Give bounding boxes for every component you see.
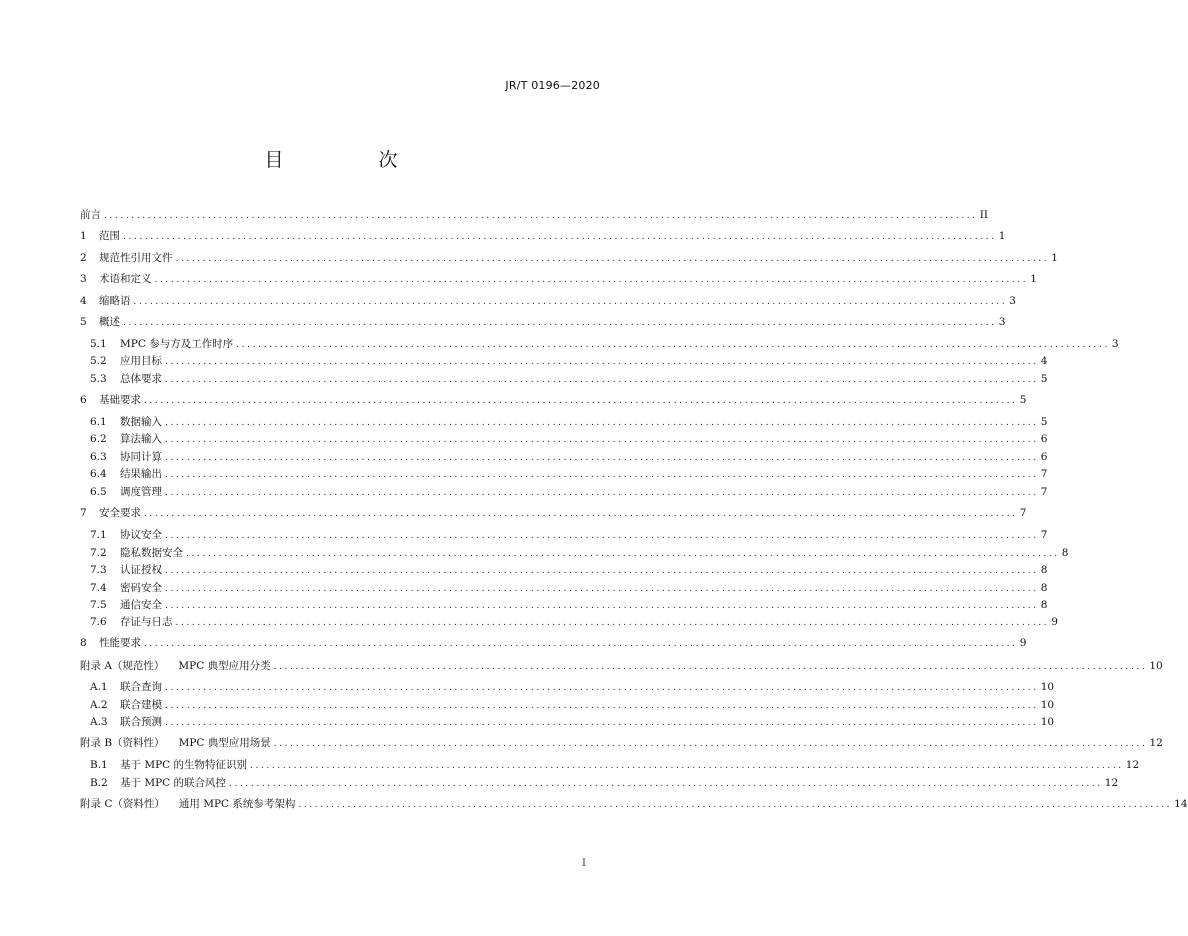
toc-entry-number: 6	[80, 394, 87, 406]
toc-leader-dots: ................................................................................................................................................................	[236, 340, 1110, 350]
page-number: I	[582, 858, 586, 869]
toc-entry-title-main: 缩略语	[99, 295, 131, 307]
toc-entry-title	[120, 431, 162, 447]
toc-entry-title-main: 性能要求	[99, 637, 141, 649]
toc-entry-number: B.2	[90, 777, 108, 789]
toc-subentry	[90, 697, 1055, 713]
toc-entry	[80, 735, 1163, 751]
toc-entry-number: 3	[80, 273, 87, 285]
toc-entry-title-main: 术语和定义	[99, 273, 152, 285]
toc-entry-title	[120, 545, 183, 561]
toc-entry-title-main: 数据输入	[120, 416, 162, 428]
toc-entry-title	[99, 250, 173, 266]
toc-leader-dots: ................................................................................................................................................................	[229, 779, 1103, 789]
toc-subentry	[90, 484, 1048, 500]
toc-entry-title-main: 附录 A（规范性）	[80, 660, 165, 672]
toc-entry-number: 5.3	[90, 373, 107, 385]
toc-leader-dots: ................................................................................................................................................................	[298, 800, 1173, 810]
toc-page-number: 12	[1149, 737, 1163, 749]
toc-entry-title-main: MPC 参与方及工作时序	[120, 338, 234, 350]
toc-page-number: 4	[1040, 355, 1048, 367]
toc-entry-title-main: 前言	[80, 209, 101, 221]
toc-entry-title	[120, 580, 162, 596]
toc-entry-number: A.1	[90, 681, 108, 693]
toc-entry-number: 6.3	[90, 451, 107, 463]
toc-leader-dots: ................................................................................................................................................................	[165, 683, 1039, 693]
document-code: JR/T 0196—2020	[505, 79, 600, 92]
toc-entry-title	[80, 207, 101, 223]
toc-page-number: 7	[1040, 486, 1048, 498]
toc-entry-title-main: 应用目标	[120, 355, 162, 367]
toc-leader-dots: ................................................................................................................................................................	[273, 739, 1148, 749]
toc-entry-title-main: 安全要求	[99, 507, 141, 519]
toc-subentry	[90, 714, 1055, 730]
toc-entry-title-main: 调度管理	[120, 486, 162, 498]
toc-page-number: 12	[1125, 759, 1140, 771]
toc-leader-dots: ................................................................................................................................................................	[144, 639, 1018, 649]
toc-entry-title	[120, 697, 162, 713]
toc-page-number: 6	[1040, 451, 1048, 463]
toc-entry-title	[120, 466, 162, 482]
toc-entry-number: B.1	[90, 759, 108, 771]
toc-page-number: 5	[1019, 394, 1027, 406]
toc-page-number: 10	[1040, 699, 1055, 711]
toc-leader-dots: ................................................................................................................................................................	[123, 232, 997, 242]
toc-page-number: 10	[1040, 716, 1055, 728]
toc-entry-title	[120, 775, 226, 791]
toc-entry-title-sub: 通用 MPC 系统参考架构	[178, 798, 296, 810]
toc-entry-title	[120, 714, 162, 730]
toc-entry-title-main: 联合建模	[120, 699, 162, 711]
toc-entry-number: 7.1	[90, 529, 107, 541]
toc-entry-title-sub: MPC 典型应用场景	[178, 737, 271, 749]
toc-page-number: 6	[1040, 433, 1048, 445]
toc-entry	[80, 207, 989, 223]
toc-entry-title-main: 算法输入	[120, 433, 162, 445]
toc-page-number: II	[979, 209, 989, 221]
toc-subentry	[90, 562, 1048, 578]
toc-leader-dots: ................................................................................................................................................................	[165, 584, 1039, 594]
toc-page-number: 8	[1040, 582, 1048, 594]
toc-entry-title-main: 密码安全	[120, 582, 162, 594]
toc-entry-number: 4	[80, 295, 87, 307]
toc-page-number: 5	[1040, 416, 1048, 428]
toc-page-number: 8	[1061, 547, 1069, 559]
toc-leader-dots: ................................................................................................................................................................	[144, 509, 1018, 519]
toc-leader-dots: ................................................................................................................................................................	[165, 718, 1039, 728]
toc-leader-dots: ................................................................................................................................................................	[165, 453, 1039, 463]
toc-entry	[80, 392, 1027, 408]
toc-page-number: 7	[1040, 468, 1048, 480]
toc-subentry	[90, 545, 1069, 561]
toc-entry-title	[120, 614, 173, 630]
toc-page-number: 9	[1051, 616, 1058, 628]
toc-entry-number: 7.6	[90, 616, 107, 628]
toc-entry-title	[120, 597, 162, 613]
toc-page-number: 8	[1040, 599, 1048, 611]
toc-page-number: 9	[1019, 637, 1027, 649]
toc-entry-number: 6.4	[90, 468, 107, 480]
toc-subentry	[90, 466, 1048, 482]
toc-subentry	[90, 336, 1119, 352]
toc-entry-number: 6.5	[90, 486, 107, 498]
toc-leader-dots: ................................................................................................................................................................	[165, 357, 1039, 367]
toc-subentry	[90, 414, 1048, 430]
toc-leader-dots: ................................................................................................................................................................	[165, 375, 1039, 385]
toc-page-number: 1	[998, 230, 1006, 242]
toc-entry-title	[99, 505, 141, 521]
toc-subentry	[90, 449, 1048, 465]
toc-entry-number: 6.2	[90, 433, 107, 445]
toc-entry-number: 5.1	[90, 338, 107, 350]
toc-subentry	[90, 353, 1048, 369]
toc-entry-number: A.2	[90, 699, 108, 711]
toc-entry-title-main: 基础要求	[99, 394, 141, 406]
toc-leader-dots: ................................................................................................................................................................	[133, 297, 1008, 307]
toc-page-number: 7	[1040, 529, 1048, 541]
toc-entry-title-main: 附录 B（资料性）	[80, 737, 165, 749]
toc-leader-dots: ................................................................................................................................................................	[123, 318, 997, 328]
toc-entry-number: 5.2	[90, 355, 107, 367]
toc-page-number: 7	[1019, 507, 1027, 519]
toc-subentry	[90, 597, 1048, 613]
toc-entry-title-main: 联合查询	[120, 681, 162, 693]
toc-entry	[80, 293, 1016, 309]
toc-entry	[80, 505, 1027, 521]
toc-subentry	[90, 614, 1058, 630]
toc-leader-dots: ................................................................................................................................................................	[165, 418, 1039, 428]
toc-subentry	[90, 431, 1048, 447]
toc-entry-number: 7.5	[90, 599, 107, 611]
toc-leader-dots: ................................................................................................................................................................	[175, 254, 1050, 264]
page-title: 目 次	[264, 149, 436, 171]
toc-leader-dots: ................................................................................................................................................................	[175, 618, 1050, 628]
toc-entry-title	[120, 449, 162, 465]
toc-entry-title-main: 认证授权	[120, 564, 162, 576]
toc-entry-title-main: 结果输出	[120, 468, 162, 480]
toc-page-number: 1	[1051, 252, 1058, 264]
toc-entry-title	[120, 484, 162, 500]
toc-subentry	[90, 775, 1119, 791]
toc-leader-dots: ................................................................................................................................................................	[165, 601, 1039, 611]
toc-entry-number: 7.2	[90, 547, 107, 559]
toc-leader-dots: ................................................................................................................................................................	[165, 701, 1039, 711]
toc-entry-title	[120, 527, 162, 543]
toc-leader-dots: ................................................................................................................................................................	[165, 435, 1039, 445]
toc-entry-number: 1	[80, 230, 87, 242]
toc-entry-title-main: 范围	[99, 230, 120, 242]
toc-page-number: 3	[1009, 295, 1016, 307]
toc-entry-title	[120, 371, 162, 387]
toc-subentry	[90, 371, 1048, 387]
toc-entry-title-main: 通信安全	[120, 599, 162, 611]
toc-entry-title	[99, 635, 141, 651]
toc-entry-number: 7.3	[90, 564, 107, 576]
toc-entry-title	[99, 314, 120, 330]
toc-entry	[80, 314, 1006, 330]
toc-entry-number: 7	[80, 507, 87, 519]
toc-entry-title-main: 总体要求	[120, 373, 162, 385]
toc-entry-number: 6.1	[90, 416, 107, 428]
toc-entry-title	[80, 796, 295, 812]
toc-entry-title	[120, 353, 162, 369]
toc-entry-title-main: 基于 MPC 的生物特征识别	[120, 759, 248, 771]
toc-leader-dots: ................................................................................................................................................................	[165, 488, 1039, 498]
toc-leader-dots: ................................................................................................................................................................	[273, 662, 1148, 672]
toc-entry-title-main: 协议安全	[120, 529, 162, 541]
toc-entry-title	[99, 293, 131, 309]
toc-entry-title-main: 存证与日志	[120, 616, 173, 628]
toc-entry-title	[120, 679, 162, 695]
toc-entry-title-main: 基于 MPC 的联合风控	[120, 777, 227, 789]
toc-page-number: 14	[1174, 798, 1188, 810]
toc-entry-title	[99, 228, 120, 244]
toc-entry-title-main: 协同计算	[120, 451, 162, 463]
toc-entry-number: A.3	[90, 716, 108, 728]
toc-entry-number: 5	[80, 316, 87, 328]
toc-leader-dots: ................................................................................................................................................................	[165, 531, 1039, 541]
toc-entry	[80, 250, 1058, 266]
toc-entry-title	[120, 757, 247, 773]
toc-leader-dots: ................................................................................................................................................................	[250, 761, 1124, 771]
toc-entry-title	[120, 562, 162, 578]
toc-leader-dots: ................................................................................................................................................................	[104, 211, 978, 221]
toc-entry-title	[99, 271, 152, 287]
toc-leader-dots: ................................................................................................................................................................	[154, 275, 1029, 285]
toc-entry	[80, 658, 1163, 674]
toc-page-number: 5	[1040, 373, 1048, 385]
toc-entry-title	[80, 735, 271, 751]
toc-entry-title-main: 联合预测	[120, 716, 162, 728]
toc-entry-title	[80, 658, 271, 674]
toc-subentry	[90, 757, 1140, 773]
toc-page-number: 10	[1040, 681, 1055, 693]
toc-leader-dots: ................................................................................................................................................................	[186, 549, 1060, 559]
toc-entry-title-sub: MPC 典型应用分类	[178, 660, 271, 672]
toc-leader-dots: ................................................................................................................................................................	[165, 566, 1039, 576]
toc-subentry	[90, 580, 1048, 596]
toc-entry-title	[120, 336, 233, 352]
toc-leader-dots: ................................................................................................................................................................	[144, 396, 1018, 406]
toc-entry	[80, 635, 1027, 651]
toc-entry-title-main: 规范性引用文件	[99, 252, 173, 264]
toc-entry	[80, 796, 1188, 812]
toc-page-number: 8	[1040, 564, 1048, 576]
toc-entry-number: 7.4	[90, 582, 107, 594]
toc-entry-number: 2	[80, 252, 87, 264]
toc-subentry	[90, 679, 1055, 695]
toc-page-number: 1	[1030, 273, 1037, 285]
toc-page-number: 12	[1104, 777, 1119, 789]
toc-page-number: 3	[1111, 338, 1119, 350]
toc-entry-title-main: 隐私数据安全	[120, 547, 183, 559]
toc-entry-title-main: 概述	[99, 316, 120, 328]
toc-page-number: 3	[998, 316, 1006, 328]
toc-leader-dots: ................................................................................................................................................................	[165, 470, 1039, 480]
toc-entry-number: 8	[80, 637, 87, 649]
toc-subentry	[90, 527, 1048, 543]
toc-page-number: 10	[1149, 660, 1163, 672]
toc-entry-title-main: 附录 C（资料性）	[80, 798, 165, 810]
toc-entry	[80, 271, 1037, 287]
toc-entry-title	[99, 392, 141, 408]
toc-entry	[80, 228, 1006, 244]
toc-entry-title	[120, 414, 162, 430]
